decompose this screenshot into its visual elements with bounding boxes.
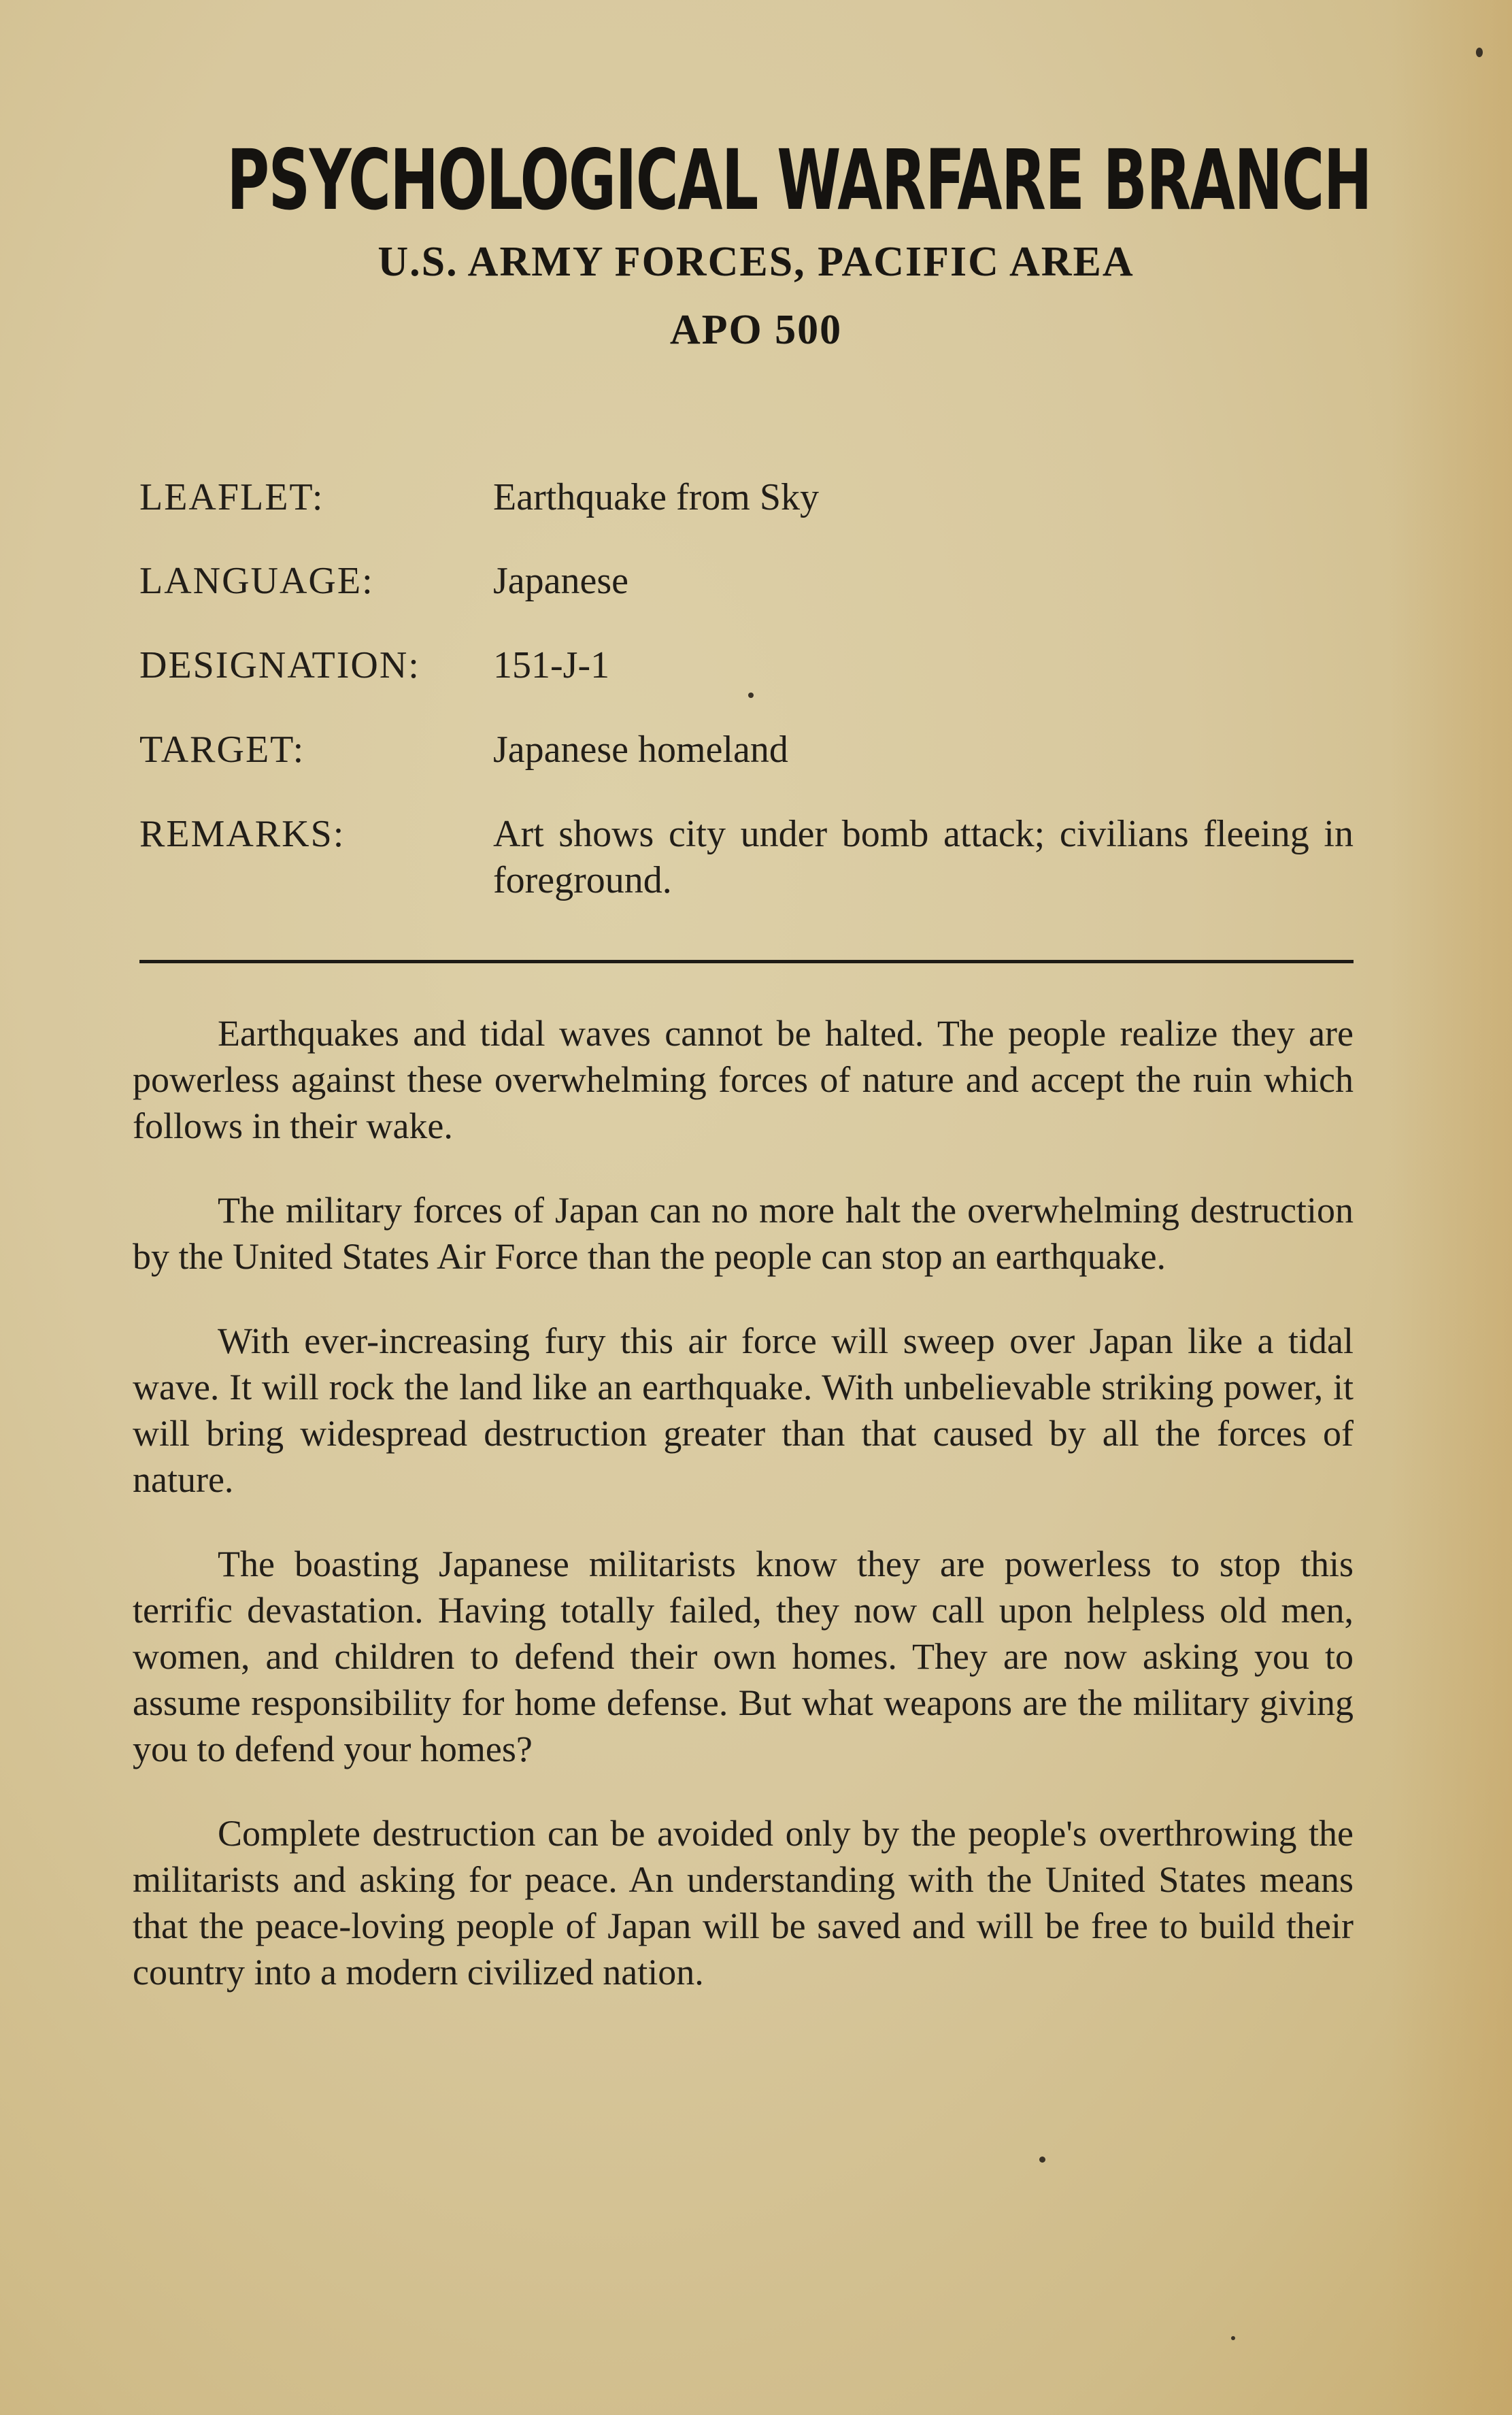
leaflet-body <box>133 1010 1354 2033</box>
paper-speck <box>1039 2156 1045 2163</box>
detail-value: Art shows city under bomb attack; civilians fleeing in foreground. <box>493 813 1354 901</box>
body-paragraph: The boasting Japanese militarists know they are powerless to stop this terrific devastation. Having totally failed, they now call upon helpless old men, women, and children to defend their own homes. They are now asking you to assume responsibility for home defense. But what weapons are the military giving you to defend your homes? <box>133 1544 1354 1769</box>
detail-label: DESIGNATION: <box>139 644 420 686</box>
paper-speck <box>1231 2336 1235 2340</box>
paper-speck <box>1476 48 1483 57</box>
document-title: PSYCHOLOGICAL WARFARE BRANCH <box>226 132 1371 229</box>
apo-number: APO 500 <box>669 307 843 353</box>
detail-value: Japanese <box>493 560 629 602</box>
document-subtitle: U.S. ARMY FORCES, PACIFIC AREA <box>377 239 1135 285</box>
paper-speck <box>748 693 754 698</box>
body-paragraph: With ever-increasing fury this air force will sweep over Japan like a tidal wave. It will rock the land like an earthquake. With unbelievable striking power, it will bring widespread destruction greater than that caused by all the forces of nature. <box>133 1320 1354 1500</box>
detail-label: LANGUAGE: <box>139 560 374 602</box>
body-paragraph: The military forces of Japan can no more halt the overwhelming destruction by the United States Air Force than the people can stop an earthquake. <box>133 1190 1354 1277</box>
detail-label: LEAFLET: <box>139 476 324 518</box>
body-paragraph: Earthquakes and tidal waves cannot be halted. The people realize they are powerless against these overwhelming forces of nature and accept the ruin which follows in their wake. <box>133 1013 1354 1146</box>
body-paragraph: Complete destruction can be avoided only by the people's overthrowing the militarists and asking for peace. An understanding with the United States means that the peace-loving people of Japan will be saved and will be free to build their country into a modern civilized nation. <box>133 1813 1354 1993</box>
horizontal-rule <box>139 960 1354 963</box>
detail-label: REMARKS: <box>139 813 346 855</box>
detail-value: 151-J-1 <box>493 644 610 686</box>
detail-label: TARGET: <box>139 729 305 771</box>
detail-value: Japanese homeland <box>493 729 788 771</box>
paper-edge-shading <box>1390 0 1512 2415</box>
document-header <box>0 133 1512 357</box>
detail-value: Earthquake from Sky <box>493 476 819 518</box>
